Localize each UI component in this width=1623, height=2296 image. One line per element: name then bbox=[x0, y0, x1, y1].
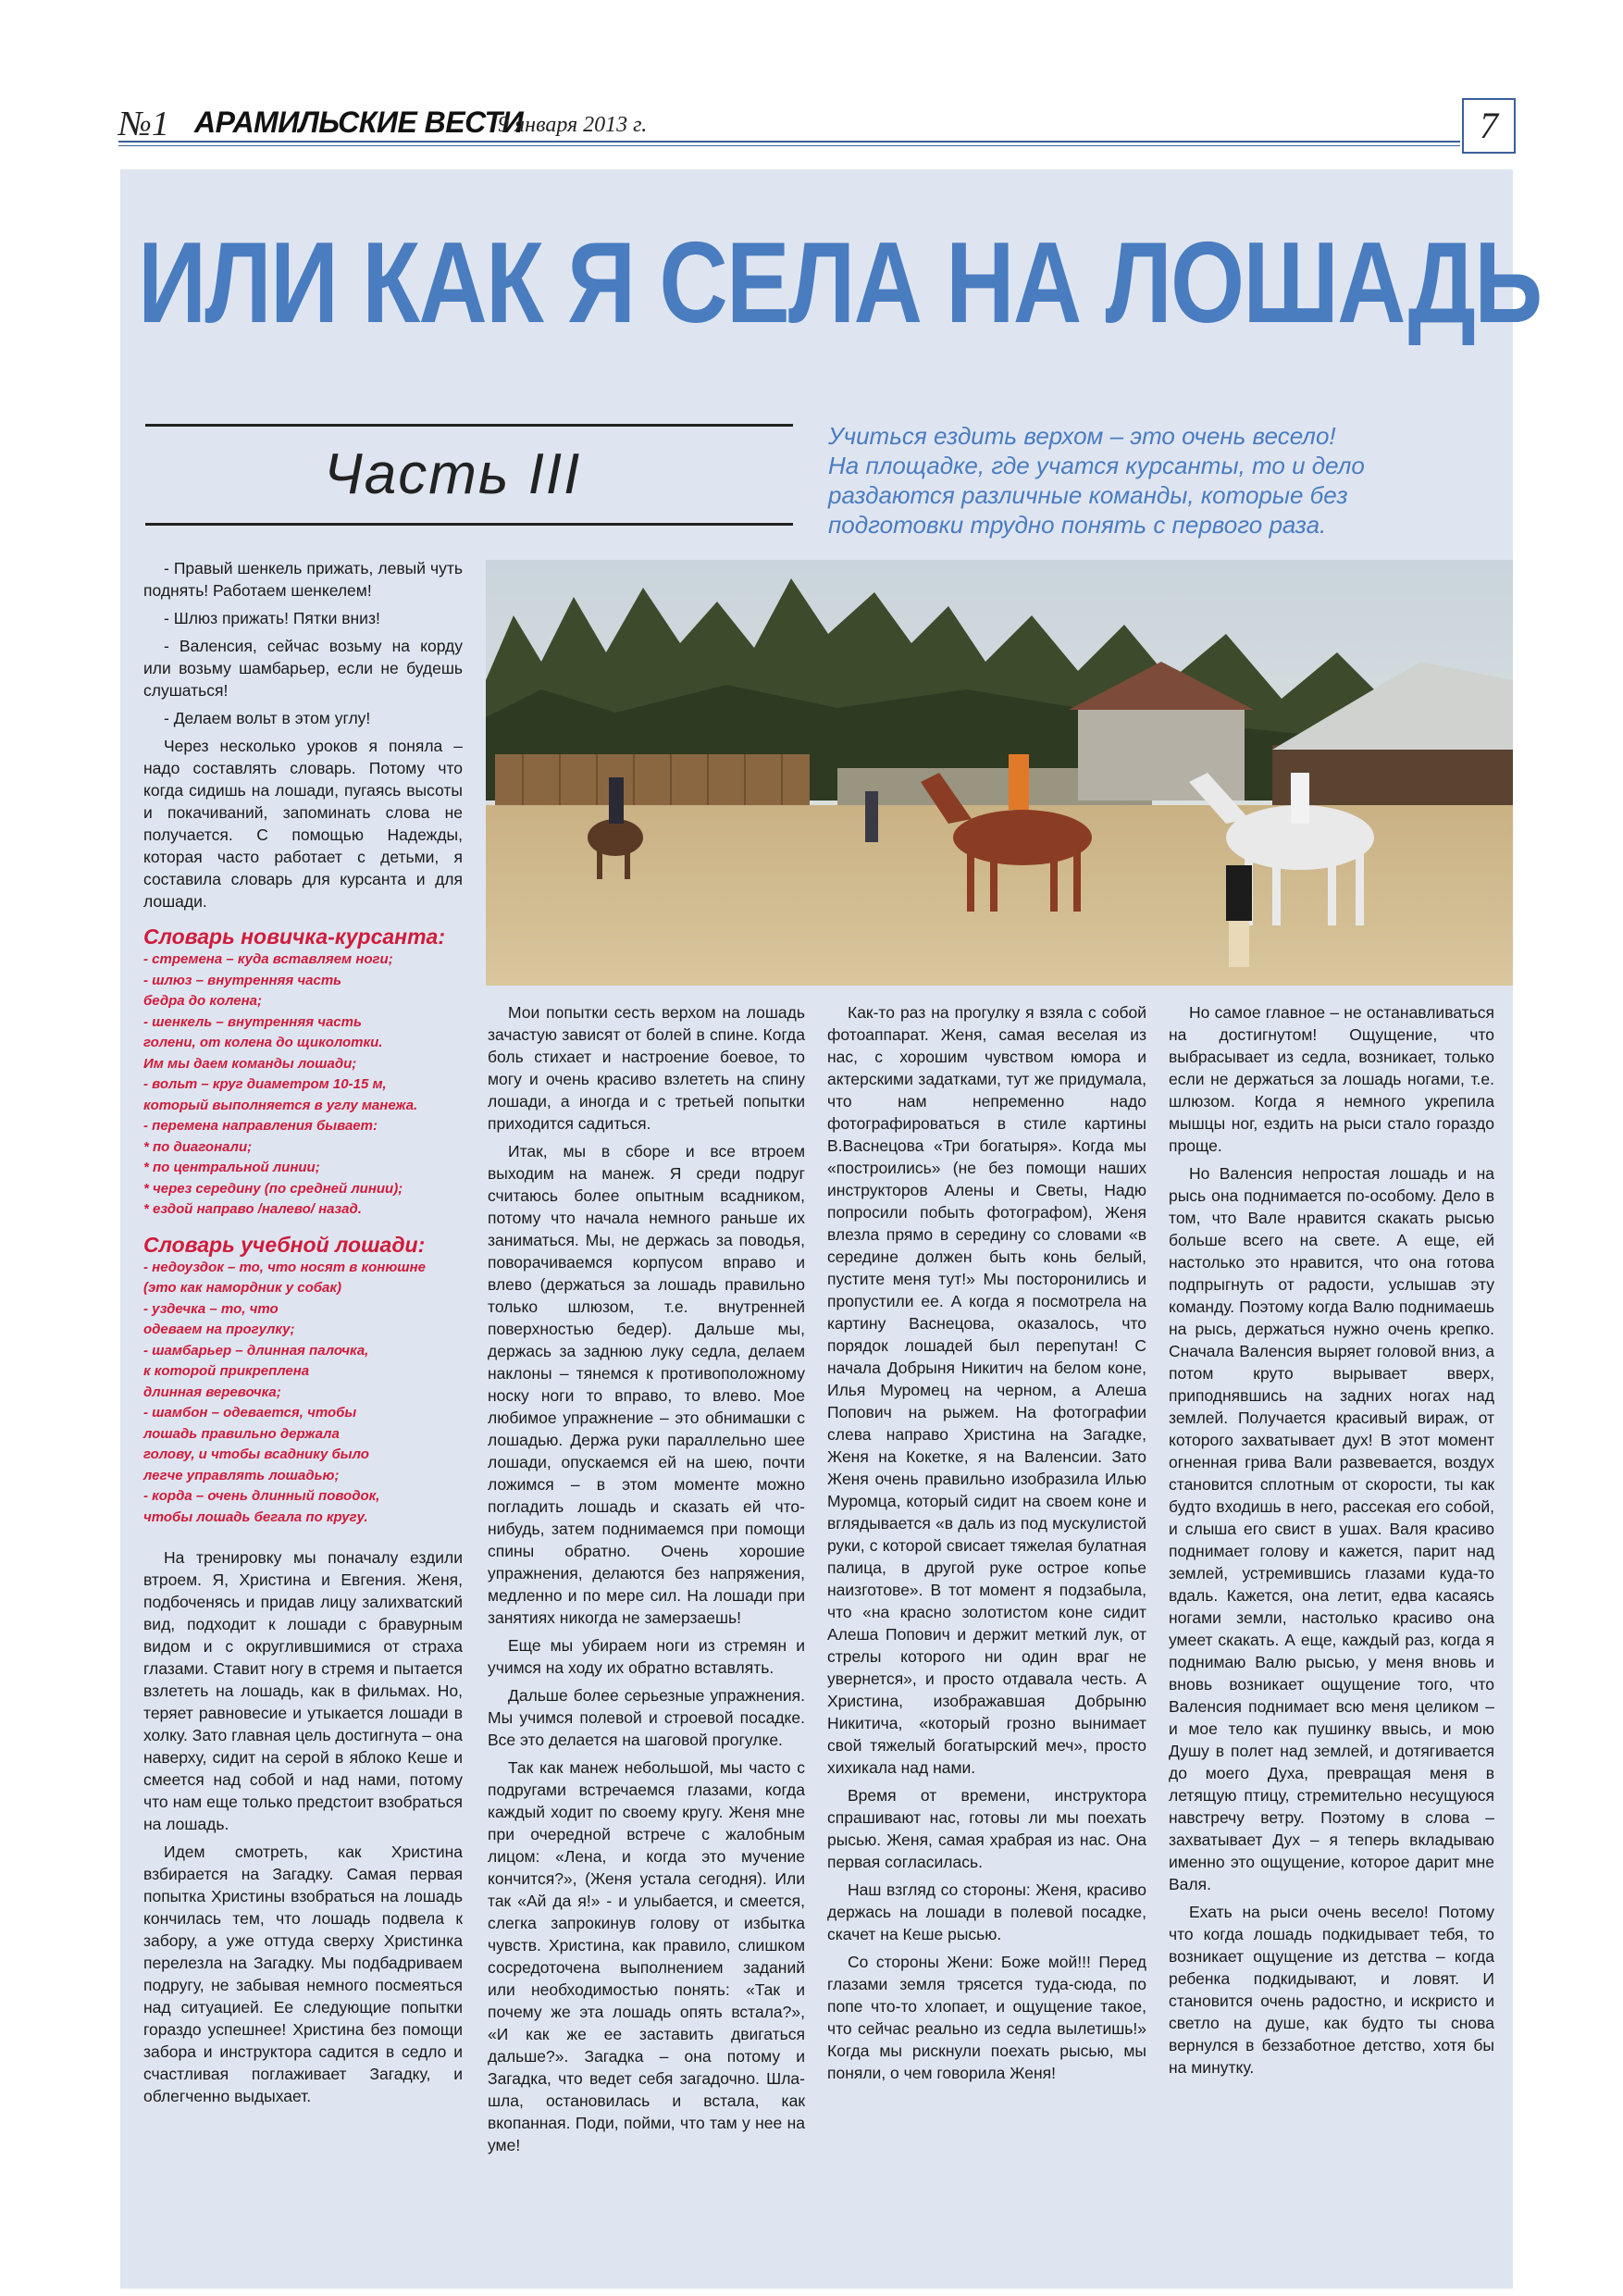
paragraph: Со стороны Жени: Боже мой!!! Перед глазами земля трясется туда-сюда, по попе что-то хлопает, и ощущение такое, что сейчас реально из седла вылетишь!» Когда мы рискнули поехать рысью, мы поняли, о чем говорила Женя! bbox=[827, 1953, 1146, 2082]
part-rule-bottom bbox=[145, 523, 793, 526]
dictionary-line: - шенкель – внутренняя часть bbox=[143, 1013, 362, 1030]
paragraph: Но Валенсия непростая лошадь и на рысь она поднимается по-особому. Дело в том, что Вале нравится скакать рысью больше всего на свете. А еще, ей настолько это нравится, что она готова подпрыгнуть от радости, услышав эту команду. Поэтому когда Валю поднимаешь на рысь, держаться нужно очень крепко. Сначала Валенсия выряет головой вниз, а потом круто вырывает вверх, приподнявшись на задних ногах над землей. Получается красивый вираж, от которого захватывает дух! В этот момент огненная грива Вали развевается, воздух становится сплотным от скорости, ты как будто входишь в него, рассекая его собой, и слыша его свист в ушах. Валя красиво поднимает голову и кажется, парит над землей, устремившись глазами куда-то вдаль. Кажется, она летит, едва касаясь ногами земли, настолько красиво она умеет скакать. А еще, каждый раз, когда я поднимаю Валю рысью, у меня вновь и вновь возникает ощущение того, что Валенсия поднимает всю меня целиком – и мое тело как пушинку ввысь, и мою Душу в полет над землей, и дотягивается до моего Духа, превращая меня в летящую птицу, стремительно несущуюся навстречу ветру. Поэтому в слова – захватывает Дух – я теперь вкладываю именно это ощущение, которое дарит мне Валя. bbox=[1169, 1164, 1494, 1893]
lead-line: раздаются различные команды, которые без bbox=[828, 481, 1348, 509]
part-rule-top bbox=[145, 424, 793, 427]
issue-number: №1 bbox=[118, 105, 169, 143]
dictionary-line: - корда – очень длинный поводок, bbox=[143, 1488, 380, 1504]
lead-line: подготовки трудно понять с первого раза. bbox=[828, 511, 1327, 539]
header-rule bbox=[118, 141, 1460, 143]
paragraph: - Правый шенкель прижать, левый чуть поднять! Работаем шенкелем! bbox=[143, 559, 463, 600]
paragraph: Время от времени, инструктора спрашивают нас, готовы ли мы поехать рысью. Женя, самая храбрая из нас. Она первая согласилась. bbox=[827, 1786, 1146, 1871]
column-2 bbox=[488, 1001, 805, 2162]
dictionary-line: чтобы лошадь бегала по кругу. bbox=[143, 1508, 368, 1525]
paragraph: - Делаем вольт в этом углу! bbox=[164, 709, 371, 727]
column-4 bbox=[1169, 1001, 1494, 2084]
dictionary-line: (это как намордник у собак) bbox=[143, 1280, 341, 1296]
paragraph: - Шлюз прижать! Пятки вниз! bbox=[164, 609, 380, 627]
dictionary-line: который выполняется в углу манежа. bbox=[143, 1097, 418, 1113]
column-3 bbox=[827, 1001, 1146, 2090]
paragraph: Но самое главное – не останавливаться на достигнутом! Ощущение, что выбрасывает из седла, возникает, только если не держаться за лошадь ногами, т.е. шлюзом. Когда я немного укрепила мышцы ног, ездить на рыси стало гораздо проще. bbox=[1169, 1003, 1494, 1155]
dictionary-line: голову, и чтобы всаднику было bbox=[143, 1446, 369, 1462]
issue-date: 9 января 2013 г. bbox=[498, 113, 648, 137]
paragraph: Еще мы убираем ноги из стремян и учимся на ходу их обратно вставлять. bbox=[488, 1636, 805, 1677]
paragraph: - Валенсия, сейчас возьму на корду или возьму шамбарьер, если не будешь слушаться! bbox=[143, 637, 463, 700]
article-headline: ИЛИ КАК Я СЕЛА НА ЛОШАДЬ bbox=[138, 219, 1542, 347]
paragraph: Ехать на рыси очень весело! Потому что когда лошадь подкидывает тебя, то возникает ощущение из детства – когда ребенка подкидывают, и ловят. И становится очень радостно, и искристо и светло на душе, как будто ты снова вернулся в беззаботное детство, хотя бы на минутку. bbox=[1169, 1903, 1494, 2077]
dictionary-line: * по диагонали; bbox=[143, 1138, 253, 1155]
dictionary-line: - недоуздок – то, что носят в конюшне bbox=[143, 1259, 427, 1275]
dictionary-line: легче управлять лошадью; bbox=[143, 1467, 340, 1483]
dictionary-line: к которой прикреплена bbox=[143, 1363, 310, 1379]
header-rule-thin bbox=[118, 145, 1460, 146]
paragraph: Наш взгляд со стороны: Женя, красиво держась на лошади в полевой посадке, скачет на Кеше рысью. bbox=[827, 1880, 1146, 1943]
dictionary-line: - вольт – круг диаметром 10-15 м, bbox=[143, 1076, 387, 1092]
dictionary-line: * ездой направо /налево/ назад. bbox=[143, 1201, 362, 1217]
paragraph: Итак, мы в сборе и все втроем выходим на манеж. Я среди подруг считаюсь более опытным всадником, потому что начала немного раньше их заниматься. Мы, не держась за поводья, поворачиваемся корпусом вправо и влево (держаться за лошадь правильно только шлюзом, т.е. внутренней поверхностью бедер). Дальше мы, держась за заднюю луку седла, делаем наклоны – тянемся к противоположному носку ноги то вправо, то влево. Мое любимое упражнение – это обнимашки с лошадью. Держа руки параллельно шее лошади, опускаемся ей на шею, почти ложимся – в этом моменте можно погладить лошадь и сказать ей что-нибудь, затем поднимаемся при помощи спины обратно. Очень хорошие упражнения, делаются без напряжения, медленно и по мере сил. На лошади при занятиях никогда не замерзаешь! bbox=[488, 1142, 805, 1627]
lead-line: Учиться ездить верхом – это очень весело! bbox=[828, 422, 1336, 450]
paragraph: Как-то раз на прогулку я взяла с собой фотоаппарат. Женя, самая веселая из нас, с хорошим чувством юмора и актерскими задатками, тут же придумала, что нам непременно надо фотографироваться в стиле картины В.Васнецова «Три богатыря». Когда мы «построились» (не без помощи наших инструкторов Алены и Светы, Надю попросили побыть фотографом), Женя влезла прямо в середину со словами «в середине должен быть конь белый, пустите меня тут!» Мы посторонились и пропустили ее. А когда я посмотрела на картину Васнецова, оказалось, что порядок лошадей был перепутан! С начала Добрыня Никитич на белом коне, Илья Муромец на черном, а Алеша Попович на рыжем. На фотографии слева направо Христина на Загадке, Женя на Кокетке, я на Валенсии. Зато Женя очень правильно изобразила Илью Муромца, который сидит на своем коне и вглядывается «в даль из под мускулистой руки, с которой свисает тяжелая булатная палица, в другой руке острое копье наизготове». В тот момент я подзабыла, что «на красно золотистом коне сидит Алеша Попович и держит меткий лук, от стрелы которого ни один враг не увернется», и просто отдавала честь. А Христина, изображавшая Добрыню Никитича, «который грозно вынимает свой тяжелый богатырский меч», просто хихикала над нами. bbox=[827, 1003, 1146, 1777]
paragraph: Мои попытки сесть верхом на лошадь зачастую зависят от болей в спине. Когда боль стихает и настроение боевое, то могу и очень красиво взлететь на спину лошади, а иногда и с третьей попытки приходится садиться. bbox=[488, 1003, 805, 1133]
newspaper-name: АРАМИЛЬСКИЕ ВЕСТИ bbox=[194, 105, 524, 139]
horse-dictionary-title: Словарь учебной лошади: bbox=[143, 1232, 426, 1257]
dictionary-line: - шамбарьер – длинная палочка, bbox=[143, 1342, 369, 1359]
paragraph: На тренировку мы поначалу ездили втроем. Я, Христина и Евгения. Женя, подбоченясь и придав лицу залихватский вид, подходит к лошади с бравурным видом и с округлившимися от страха глазами. Ставит ногу в стремя и пытается взлететь на лошадь, как в фильмах. Но, теряет равновесие и утыкается лошади в холку. Зато главная цель достигнута – она наверху, сидит на серой в яблоко Кеше и смеется над собой и над нами, потому что нам еще только предстоит взобраться на лошадь. bbox=[143, 1548, 463, 1833]
dictionary-line: Им мы даем команды лошади; bbox=[143, 1055, 357, 1072]
dictionary-line: бедра до колена; bbox=[143, 993, 262, 1009]
lead-paragraph bbox=[828, 421, 1476, 540]
paragraph: Так как манеж небольшой, мы часто с подругами встречаемся глазами, когда каждый ходит по своему кругу. Женя мне при очередной встрече с жалобным лицом: «Лена, и когда это мучение кончится?», (Женя устала сегодня). Или так «Ай да я!» - и улыбается, и смеется, слегка запрокинув голову от избытка чувств. Христина, как правило, слишком сосредоточена выполнением заданий или необходимостью понять: «Так и почему же эта лошадь опять встала?», «И как же ее заставить двигаться дальше?». Загадка – она потому и Загадка, что ведет себя загадочно. Шла-шла, остановилась и встала, как вкопанная. Поди, пойми, что там у нее на уме! bbox=[488, 1758, 805, 2154]
paragraph: Через несколько уроков я поняла – надо составлять словарь. Потому что когда сидишь на лошади, пугаясь высоты и покачиваний, запоминать слова не получается. С помощью Надежды, которая часто работает с детьми, я составила словарь для курсанта и для лошади. bbox=[143, 737, 463, 911]
dictionary-line: * через середину (по средней линии); bbox=[143, 1180, 403, 1197]
dictionary-line: лошадь правильно держала bbox=[143, 1425, 340, 1442]
page-number: 7 bbox=[1462, 98, 1516, 154]
dictionary-line: одеваем на прогулку; bbox=[143, 1322, 295, 1337]
dictionary-line: - шлюз – внутренняя часть bbox=[143, 972, 342, 988]
riding-arena-photo bbox=[486, 560, 1513, 986]
dictionary-line: * по центральной линии; bbox=[143, 1160, 320, 1175]
dictionary-line: голени, от колена до щиколотки. bbox=[143, 1035, 383, 1050]
paragraph: Идем смотреть, как Христина взбирается на Загадку. Самая первая попытка Христины взобраться на лошадь кончилась тем, что лошадь подвела к забору, а уже оттуда сверху Христинка перелезла на Загадку. Мы подбадриваем подругу, не забывая немного посмеяться над ситуацией. Ее следующие попытки гораздо успешнее! Христина без помощи забора и инструктора садится в седло и счастливая поглаживает Загадку, и облегченно выдыхает. bbox=[143, 1843, 463, 2105]
dictionary-line: длинная веревочка; bbox=[143, 1384, 281, 1400]
dictionary-line: - перемена направления бывает: bbox=[143, 1118, 378, 1134]
dictionary-line: - шамбон – одевается, чтобы bbox=[143, 1405, 357, 1421]
dictionary-line: - уздечка – то, что bbox=[143, 1300, 279, 1317]
lead-line: На площадке, где учатся курсанты, то и дело bbox=[828, 452, 1365, 479]
dictionary-line: - стремена – куда вставляем ноги; bbox=[143, 951, 393, 967]
paragraph: Дальше более серьезные упражнения. Мы учимся полевой и строевой посадке. Все это делается на шаговой прогулке. bbox=[488, 1686, 805, 1749]
column-1 bbox=[143, 557, 463, 2113]
part-title: Часть III bbox=[324, 442, 582, 506]
cadet-dictionary-title: Словарь новичка-курсанта: bbox=[143, 925, 445, 949]
